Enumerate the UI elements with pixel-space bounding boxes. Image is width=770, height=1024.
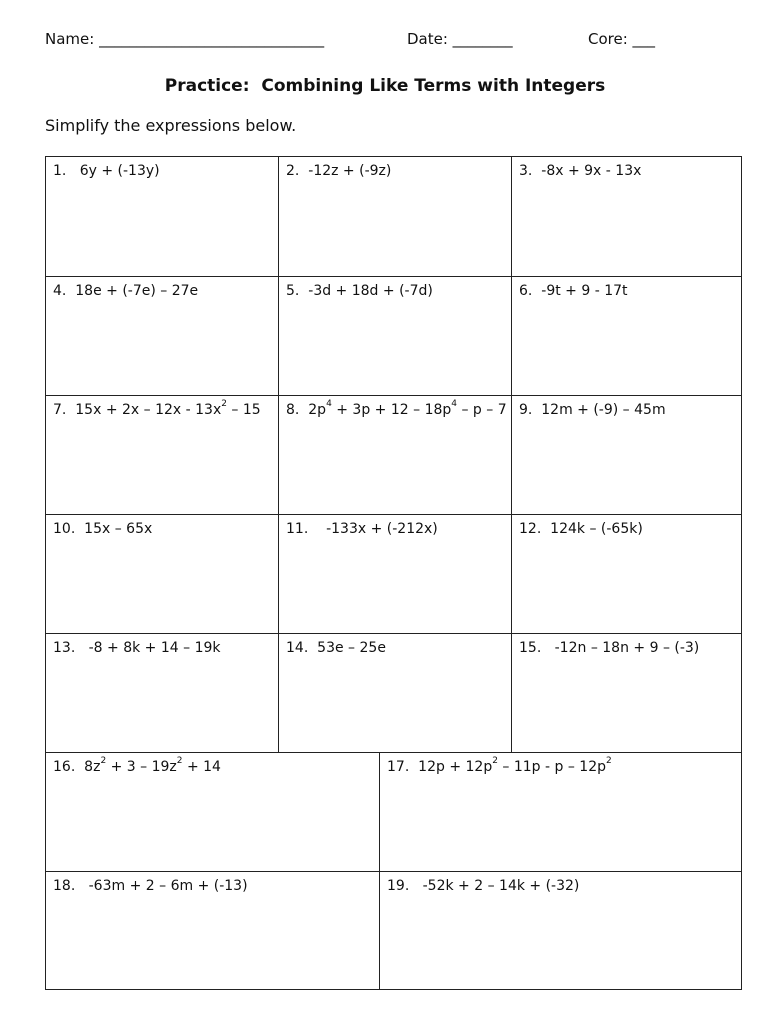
problem-14: 14. 53e – 25e (286, 640, 386, 656)
problem-cell-12[interactable] (511, 515, 743, 633)
problem-6: 6. -9t + 9 - 17t (519, 283, 628, 299)
problem-row (46, 514, 741, 633)
problem-row (46, 633, 741, 752)
problem-19: 19. -52k + 2 – 14k + (-32) (387, 878, 580, 894)
problem-4: 4. 18e + (-7e) – 27e (53, 283, 199, 299)
problem-2: 2. -12z + (-9z) (286, 163, 392, 179)
worksheet-title: Practice: Combining Like Terms with Integers (164, 76, 606, 96)
problem-cell-5[interactable] (278, 277, 511, 395)
problem-cell-8[interactable] (278, 396, 511, 514)
problem-cell-7[interactable] (46, 396, 278, 514)
problem-cell-10[interactable] (46, 515, 278, 633)
problem-5: 5. -3d + 18d + (-7d) (286, 283, 433, 299)
problem-cell-14[interactable] (278, 634, 511, 752)
header (45, 30, 705, 54)
problem-cell-6[interactable] (511, 277, 743, 395)
problem-cell-9[interactable] (511, 396, 743, 514)
problem-cell-11[interactable] (278, 515, 511, 633)
problem-15: 15. -12n – 18n + 9 – (-3) (519, 640, 700, 656)
problem-row (46, 395, 741, 514)
problem-cell-4[interactable] (46, 277, 278, 395)
problem-18: 18. -63m + 2 – 6m + (-13) (53, 878, 248, 894)
problem-cell-18[interactable] (46, 872, 379, 989)
problem-3: 3. -8x + 9x - 13x (519, 163, 642, 179)
problem-7: 7. $15x + 2x - 12x - 13x^2 - 15$ (53, 399, 261, 418)
problem-cell-15[interactable] (511, 634, 743, 752)
name-field[interactable]: Name: ______________________________ (45, 30, 325, 48)
problem-16: 16. $8z^2 + 3 - 19z^2 + 14$ (53, 756, 221, 775)
problem-cell-1[interactable] (46, 157, 278, 276)
problem-10: 10. 15x – 65x (53, 521, 153, 537)
problem-cell-2[interactable] (278, 157, 511, 276)
problem-cell-19[interactable] (379, 872, 743, 989)
problem-row (46, 871, 741, 989)
problem-1: 1. 6y + (-13y) (53, 163, 160, 179)
problem-grid (45, 156, 742, 990)
problem-17: 17. $12p + 12p^2 - 11p - p - 12p^2$ (387, 756, 612, 775)
problem-cell-16[interactable] (46, 753, 379, 871)
problem-8: 8. $2p^4 + 3p + 12 - 18p^4 - p - 7$ (286, 399, 507, 418)
problem-row (46, 752, 741, 871)
problem-row (46, 276, 741, 395)
problem-row (46, 157, 741, 276)
problem-cell-17[interactable] (379, 753, 743, 871)
problem-12: 12. 124k – (-65k) (519, 521, 643, 537)
instructions: Simplify the expressions below. (45, 116, 297, 135)
problem-cell-3[interactable] (511, 157, 743, 276)
date-field[interactable]: Date: ________ (407, 30, 513, 48)
problem-11: 11. -133x + (-212x) (286, 521, 438, 537)
problem-13: 13. -8 + 8k + 14 – 19k (53, 640, 221, 656)
problem-cell-13[interactable] (46, 634, 278, 752)
problem-9: 9. 12m + (-9) – 45m (519, 402, 666, 418)
core-field[interactable]: Core: ___ (588, 30, 656, 48)
